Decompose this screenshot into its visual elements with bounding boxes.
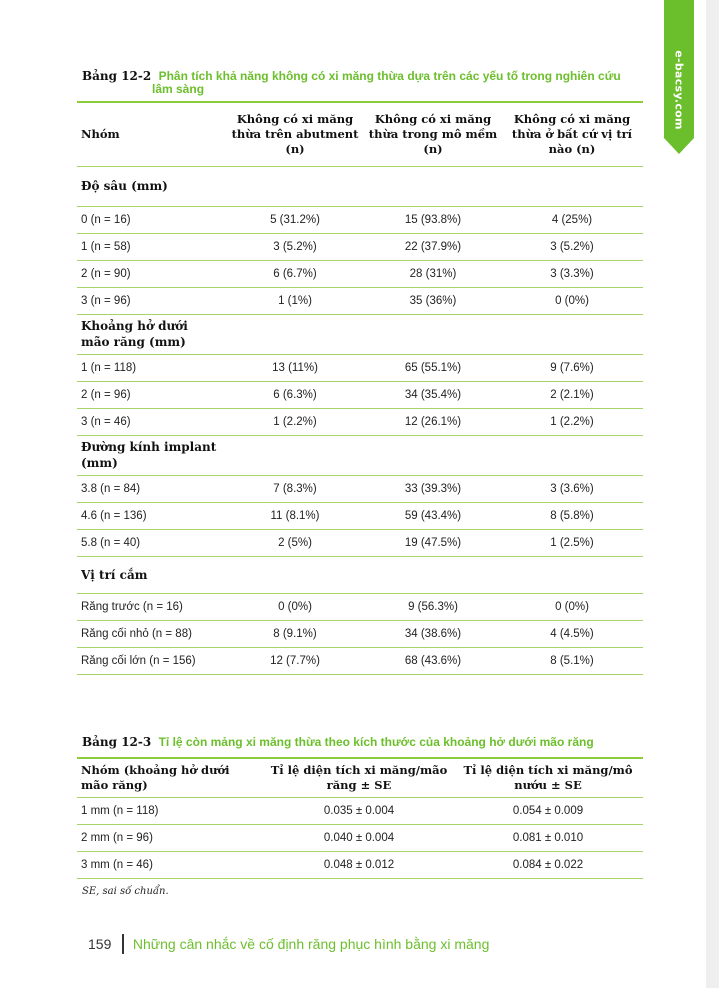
row-label: 2 (n = 96) [81,388,131,401]
cell-soft-tissue: 9 (56.3%) [408,600,458,613]
header-text: răng ± SE [326,778,392,792]
table-row [77,851,643,879]
group-label-text: Vị trí cắm [81,567,148,582]
cell-gingiva-ratio: 0.084 ± 0.022 [512,858,584,871]
header-text: nào (n) [548,142,596,156]
table2 [77,759,643,879]
group-label [81,166,251,206]
cell-soft-tissue: 19 (47.5%) [404,536,462,549]
cell-abutment: 6 (6.7%) [273,267,317,280]
header-text: Tỉ lệ diện tích xi măng/mão [270,763,448,777]
header-text: thừa trên abutment [231,127,359,141]
cell-crown-ratio: 0.040 ± 0.004 [323,831,395,844]
cell-any-site: 1 (2.2%) [550,415,594,428]
header-text: thừa trong mô mềm [368,127,498,141]
table2-number: Bảng 12-3 [82,735,152,749]
row-label: 2 (n = 90) [81,267,131,280]
cell-any-site: 2 (2.1%) [550,388,594,401]
header-text: Nhóm [81,127,120,141]
cell-any-site: 4 (25%) [551,213,593,226]
header-text: Không có xi măng [236,112,354,126]
table-row [77,475,643,503]
cell-abutment: 2 (5%) [278,536,312,549]
table-row [77,381,643,409]
table-row [77,593,643,621]
table1-number: Bảng 12-2 [82,69,152,83]
table-row [77,797,643,825]
group-label [81,556,251,593]
header-text: (n) [285,142,305,156]
row-label: 3.8 (n = 84) [81,482,141,495]
cell-any-site: 1 (2.5%) [550,536,594,549]
table-row [77,529,643,557]
cell-soft-tissue: 33 (39.3%) [404,482,462,495]
cell-abutment: 3 (5.2%) [273,240,317,253]
page-number: 159 [88,936,112,952]
header-text: Không có xi măng [513,112,631,126]
cell-soft-tissue: 22 (37.9%) [404,240,462,253]
running-title: Những cân nhắc về cố định răng phục hình bằng xi măng [132,936,490,952]
footer-divider [122,934,124,954]
table1-title-line2: lâm sàng [152,82,205,96]
table2-note: SE, sai số chuẩn. [82,886,169,897]
row-label: Răng cối nhỏ (n = 88) [81,627,192,640]
row-label: 4.6 (n = 136) [81,509,147,522]
table2-header-row [77,759,643,798]
cell-any-site: 0 (0%) [555,294,589,307]
table-row [77,408,643,436]
table-row [77,354,643,382]
cell-any-site: 9 (7.6%) [550,361,594,374]
cell-crown-ratio: 0.035 ± 0.004 [323,804,395,817]
group-label [81,314,251,354]
cell-soft-tissue: 34 (35.4%) [404,388,462,401]
cell-abutment: 13 (11%) [272,361,318,374]
table-row [77,620,643,648]
table2-header-crown [269,759,449,797]
cell-gingiva-ratio: 0.054 ± 0.009 [512,804,584,817]
row-label: 3 mm (n = 46) [81,858,153,871]
cell-soft-tissue: 68 (43.6%) [404,654,462,667]
table1-title-line1: Phân tích khả năng không có xi măng thừa dựa trên các yếu tố trong nghiên cứu [158,69,621,83]
cell-any-site: 8 (5.8%) [550,509,594,522]
group-label [81,435,251,475]
cell-soft-tissue: 65 (55.1%) [404,361,462,374]
table1-group-row [77,166,643,207]
cell-soft-tissue: 12 (26.1%) [404,415,462,428]
group-label-text: Đường kính implant [81,440,217,454]
cell-abutment: 8 (9.1%) [273,627,317,640]
cell-any-site: 0 (0%) [555,600,589,613]
header-text: nướu ± SE [514,778,582,792]
table-row [77,233,643,261]
cell-soft-tissue: 35 (36%) [409,294,457,307]
table1-group-row [77,314,643,355]
table2-header-gingiva [455,759,641,797]
header-text: thừa ở bất cứ vị trí [511,127,633,141]
table1 [77,103,643,673]
header-text: Nhóm (khoảng hở dưới [81,763,230,777]
table1-caption [82,70,621,96]
cell-any-site: 4 (4.5%) [550,627,594,640]
cell-abutment: 6 (6.3%) [273,388,317,401]
cell-soft-tissue: 28 (31%) [409,267,457,280]
group-label-text: Khoảng hở dưới [81,319,188,333]
table-row [77,824,643,852]
header-text: (n) [423,142,443,156]
cell-abutment: 12 (7.7%) [270,654,320,667]
cell-abutment: 5 (31.2%) [270,213,320,226]
page-footer [88,934,489,954]
row-label: Răng cối lớn (n = 156) [81,654,196,667]
table-row [77,287,643,315]
brand-tab-label: e-bacsy.com [672,50,686,130]
table-row [77,647,643,675]
cell-crown-ratio: 0.048 ± 0.012 [323,858,395,871]
table1-group-row [77,556,643,594]
header-text: Tỉ lệ diện tích xi măng/mô [463,763,633,777]
table2-title: Tỉ lệ còn mảng xi măng thừa theo kích thước của khoảng hở dưới mão răng [158,735,594,749]
cell-abutment: 1 (2.2%) [273,415,317,428]
group-label-text: mão răng (mm) [81,335,186,349]
group-label-text: (mm) [81,456,118,470]
cell-abutment: 1 (1%) [278,294,312,307]
row-label: 0 (n = 16) [81,213,131,226]
table1-group-row [77,435,643,476]
table2-caption [82,736,594,749]
table1-header-abutment [225,103,365,166]
table1-header-row [77,103,643,167]
cell-soft-tissue: 59 (43.4%) [404,509,462,522]
row-label: 1 mm (n = 118) [81,804,159,817]
table-row [77,260,643,288]
row-label: Răng trước (n = 16) [81,600,183,613]
cell-soft-tissue: 15 (93.8%) [404,213,462,226]
row-label: 3 (n = 96) [81,294,131,307]
cell-soft-tissue: 34 (38.6%) [404,627,462,640]
table-row [77,502,643,530]
row-label: 1 (n = 58) [81,240,131,253]
header-text: mão răng) [81,778,148,792]
cell-any-site: 8 (5.1%) [550,654,594,667]
row-label: 1 (n = 118) [81,361,137,374]
cell-any-site: 3 (3.3%) [550,267,594,280]
row-label: 3 (n = 46) [81,415,131,428]
cell-abutment: 7 (8.3%) [273,482,317,495]
cell-any-site: 3 (5.2%) [550,240,594,253]
brand-tab-label-wrap [664,34,694,146]
table2-header-group [81,759,271,797]
header-text: Không có xi măng [374,112,492,126]
cell-any-site: 3 (3.6%) [550,482,594,495]
cell-abutment: 0 (0%) [278,600,312,613]
row-label: 5.8 (n = 40) [81,536,141,549]
table1-header-any-site [502,103,642,166]
group-label-text: Độ sâu (mm) [81,179,168,193]
table-row [77,206,643,234]
table1-header-soft-tissue [363,103,503,166]
row-label: 2 mm (n = 96) [81,831,153,844]
cell-gingiva-ratio: 0.081 ± 0.010 [512,831,584,844]
cell-abutment: 11 (8.1%) [270,509,320,522]
